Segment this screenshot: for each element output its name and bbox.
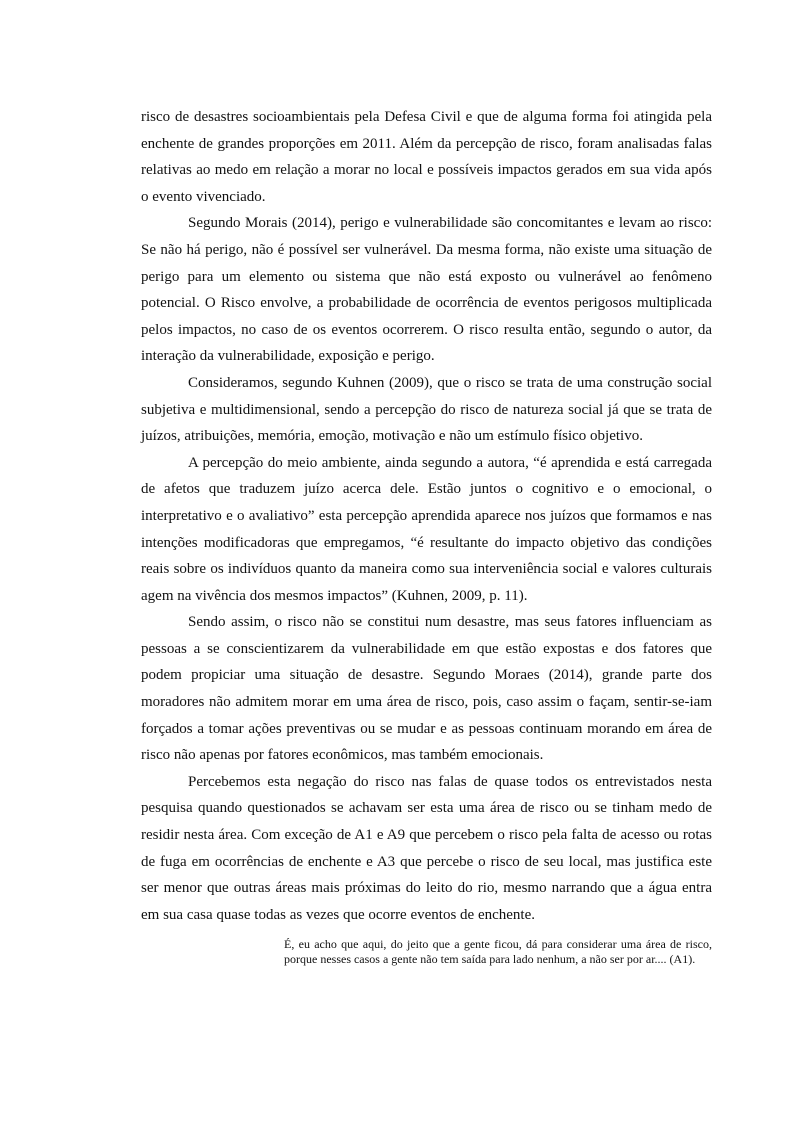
paragraph-5: Sendo assim, o risco não se constitui num desastre, mas seus fatores influenciam as pessoas a se conscientizarem da vulnerabilidade em que estão expostas e dos fatores que podem propiciar uma situação de desastre. Segundo Moraes (2014), grande parte dos moradores não admitem morar em uma área de risco, pois, caso assim o façam, sentir-se-iam forçados a tomar ações preventivas ou se mudar e as pessoas continuam morando em área de risco não apenas por fatores econômicos, mas também emocionais. bbox=[141, 614, 712, 764]
paragraph-3: Consideramos, segundo Kuhnen (2009), que o risco se trata de uma construção social subjetiva e multidimensional, sendo a percepção do risco de natureza social já que se trata de juízos, atribuições, memória, emoção, motivação e não um estímulo físico objetivo. bbox=[141, 374, 712, 445]
body-text bbox=[141, 104, 712, 928]
paragraph-1: risco de desastres socioambientais pela Defesa Civil e que de alguma forma foi atingida pela enchente de grandes proporções em 2011. Além da percepção de risco, foram analisadas falas relativas ao medo em relação a morar no local e possíveis impactos gerados em sua vida após o evento vivenciado. bbox=[141, 109, 712, 205]
paragraph-2: Segundo Morais (2014), perigo e vulnerabilidade são concomitantes e levam ao risco: Se não há perigo, não é possível ser vulnerável. Da mesma forma, não existe uma situação de perigo para um elemento ou sistema que não está exposto ou vulnerável ao fenômeno potencial. O Risco envolve, a probabilidade de ocorrência de eventos perigosos multiplicada pelos impactos, no caso de os eventos ocorrerem. O risco resulta então, segundo o autor, da interação da vulnerabilidade, exposição e perigo. bbox=[141, 215, 712, 365]
paragraph-4: A percepção do meio ambiente, ainda segundo a autora, “é aprendida e está carregada de afetos que traduzem juízo acerca dele. Estão juntos o cognitivo e o emocional, o interpretativo e o avaliativo” esta percepção aprendida aparece nos juízos que formamos e nas intenções modificadoras que empregamos, “é resultante do impacto objetivo das condições reais sobre os indivíduos quanto da maneira como sua interveniência social e valores culturais agem na vivência dos mesmos impactos” (Kuhnen, 2009, p. 11). bbox=[141, 454, 712, 604]
paragraph-6: Percebemos esta negação do risco nas falas de quase todos os entrevistados nesta pesquisa quando questionados se achavam ser esta uma área de risco ou se tinham medo de residir nesta área. Com exceção de A1 e A9 que percebem o risco pela falta de acesso ou rotas de fuga em ocorrências de enchente e A3 que percebe o risco de seu local, mas justifica este ser menor que outras áreas mais próximas do leito do rio, mesmo narrando que a água entra em sua casa quase todas as vezes que ocorre eventos de enchente. bbox=[141, 773, 712, 923]
block-quote: É, eu acho que aqui, do jeito que a gente ficou, dá para considerar uma área de risco, porque nesses casos a gente não tem saída para lado nenhum, a não ser por ar.... (A1). bbox=[284, 937, 712, 966]
